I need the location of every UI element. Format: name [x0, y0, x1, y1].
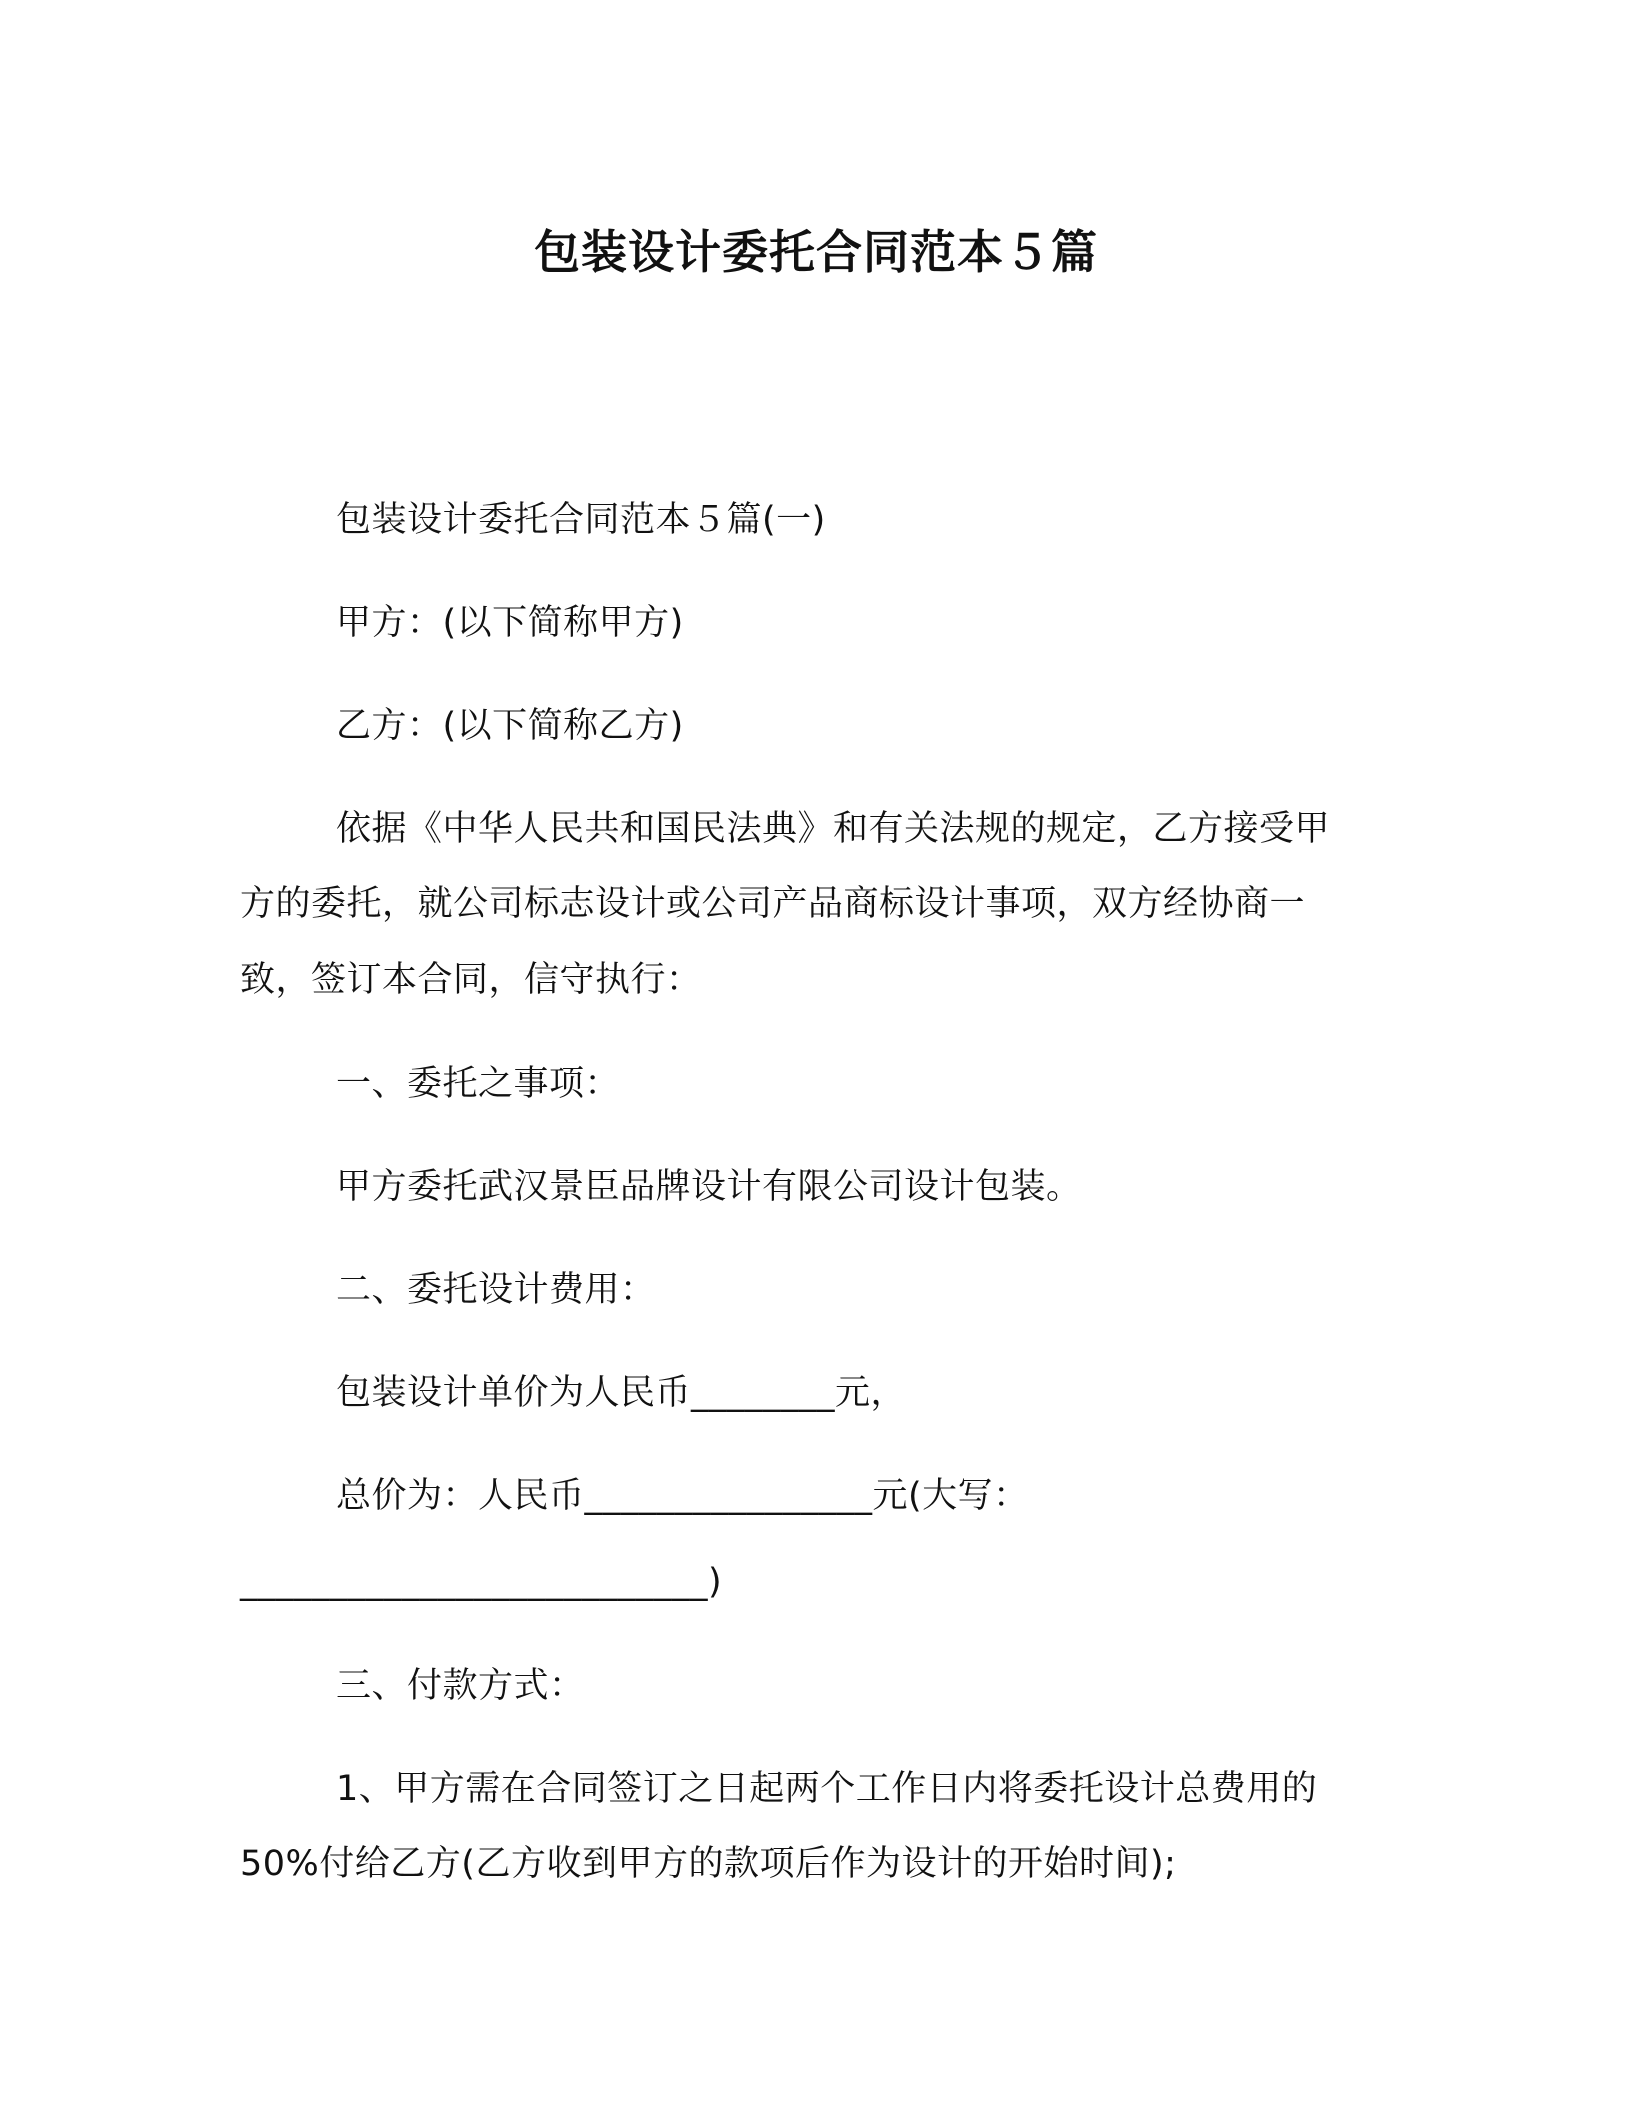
paragraph-line: 方的委托，就公司标志设计或公司产品商标设计事项，双方经协商一 — [240, 884, 1306, 924]
clause-heading: 一、委托之事项： — [336, 1064, 621, 1104]
paragraph-line: 50%付给乙方(乙方收到甲方的款项后作为设计的开始时间); — [240, 1844, 1177, 1884]
document-title: 包装设计委托合同范本５篇 — [534, 225, 1098, 279]
party-b-line: 乙方：(以下简称乙方) — [336, 706, 684, 746]
clause-heading: 二、委托设计费用： — [336, 1270, 656, 1310]
party-a-line: 甲方：(以下简称甲方) — [336, 603, 684, 643]
paragraph-line: 致，签订本合同，信守执行： — [240, 960, 702, 1000]
amount-in-words-blank: __________________________) — [240, 1562, 723, 1602]
paragraph-line: 1、甲方需在合同签订之日起两个工作日内将委托设计总费用的 — [336, 1769, 1318, 1809]
unit-price-line: 包装设计单价为人民币________元， — [336, 1373, 907, 1413]
paragraph-line: 依据《中华人民共和国民法典》和有关法规的规定，乙方接受甲 — [336, 809, 1331, 849]
clause-heading: 三、付款方式： — [336, 1666, 585, 1706]
total-price-line: 总价为：人民币________________元(大写： — [336, 1476, 1029, 1516]
paragraph-line: 甲方委托武汉景臣品牌设计有限公司设计包装。 — [336, 1167, 1082, 1207]
section-heading-part-one: 包装设计委托合同范本５篇(一) — [336, 500, 826, 540]
